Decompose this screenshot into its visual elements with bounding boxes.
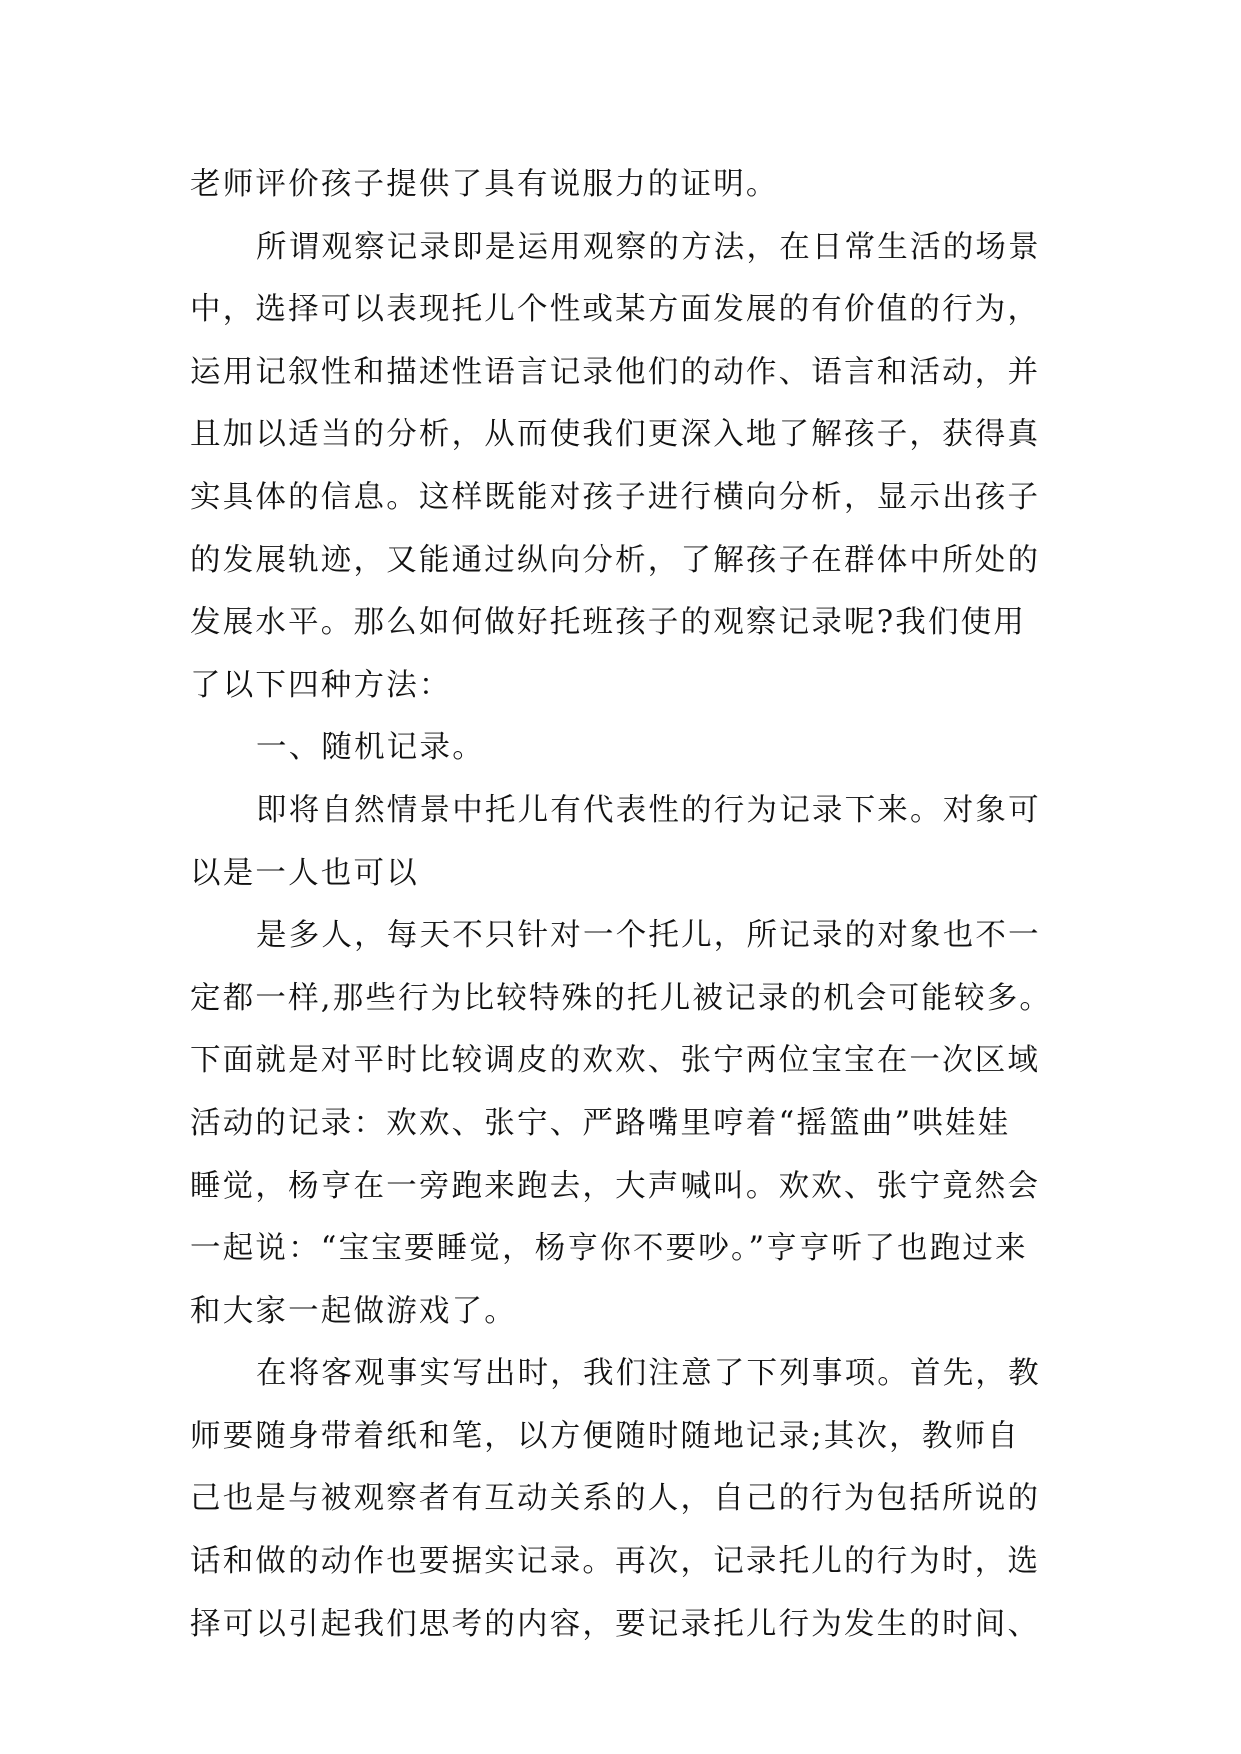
- text-line: 和大家一起做游戏了。: [190, 1293, 517, 1329]
- text-line: 中，选择可以表现托儿个性或某方面发展的有价值的行为，: [190, 292, 1041, 328]
- text-line: 发展水平。那么如何做好托班孩子的观察记录呢?我们使用: [190, 605, 1027, 641]
- text-line: 定都一样,那些行为比较特殊的托儿被记录的机会可能较多。: [190, 980, 1053, 1016]
- text-line: 话和做的动作也要据实记录。再次，记录托儿的行为时，选: [190, 1544, 1041, 1580]
- text-line: 师要随身带着纸和笔，以方便随时随地记录;其次，教师自: [190, 1418, 1020, 1454]
- text-line: 一起说：“宝宝要睡觉，杨亨你不要吵。”亨亨听了也跑过来: [190, 1231, 1028, 1267]
- text-line: 运用记叙性和描述性语言记录他们的动作、语言和活动，并: [190, 354, 1041, 390]
- body-text: [190, 154, 1070, 1656]
- text-line: 在将客观事实写出时，我们注意了下列事项。首先，教: [256, 1356, 1041, 1392]
- text-line: 且加以适当的分析，从而使我们更深入地了解孩子，获得真: [190, 417, 1041, 453]
- text-line: 即将自然情景中托儿有代表性的行为记录下来。对象可: [256, 792, 1041, 828]
- text-line: 睡觉，杨亨在一旁跑来跑去，大声喊叫。欢欢、张宁竟然会: [190, 1168, 1041, 1204]
- text-line: 老师评价孩子提供了具有说服力的证明。: [190, 167, 779, 202]
- text-line: 实具体的信息。这样既能对孩子进行横向分析，显示出孩子: [190, 479, 1041, 515]
- section-heading: 一、随机记录。: [256, 730, 485, 766]
- text-line: 择可以引起我们思考的内容，要记录托儿行为发生的时间、: [190, 1606, 1041, 1642]
- text-line: 己也是与被观察者有互动关系的人，自己的行为包括所说的: [190, 1481, 1041, 1517]
- text-line: 下面就是对平时比较调皮的欢欢、张宁两位宝宝在一次区域: [190, 1043, 1041, 1079]
- text-line: 是多人，每天不只针对一个托儿，所记录的对象也不一: [256, 918, 1041, 954]
- text-line: 所谓观察记录即是运用观察的方法，在日常生活的场景: [256, 229, 1041, 265]
- text-line: 活动的记录：欢欢、张宁、严路嘴里哼着“摇篮曲”哄娃娃: [190, 1105, 1011, 1141]
- text-line: 以是一人也可以: [190, 855, 419, 891]
- text-line: 的发展轨迹，又能通过纵向分析，了解孩子在群体中所处的: [190, 542, 1041, 578]
- text-line: 了以下四种方法：: [190, 667, 452, 703]
